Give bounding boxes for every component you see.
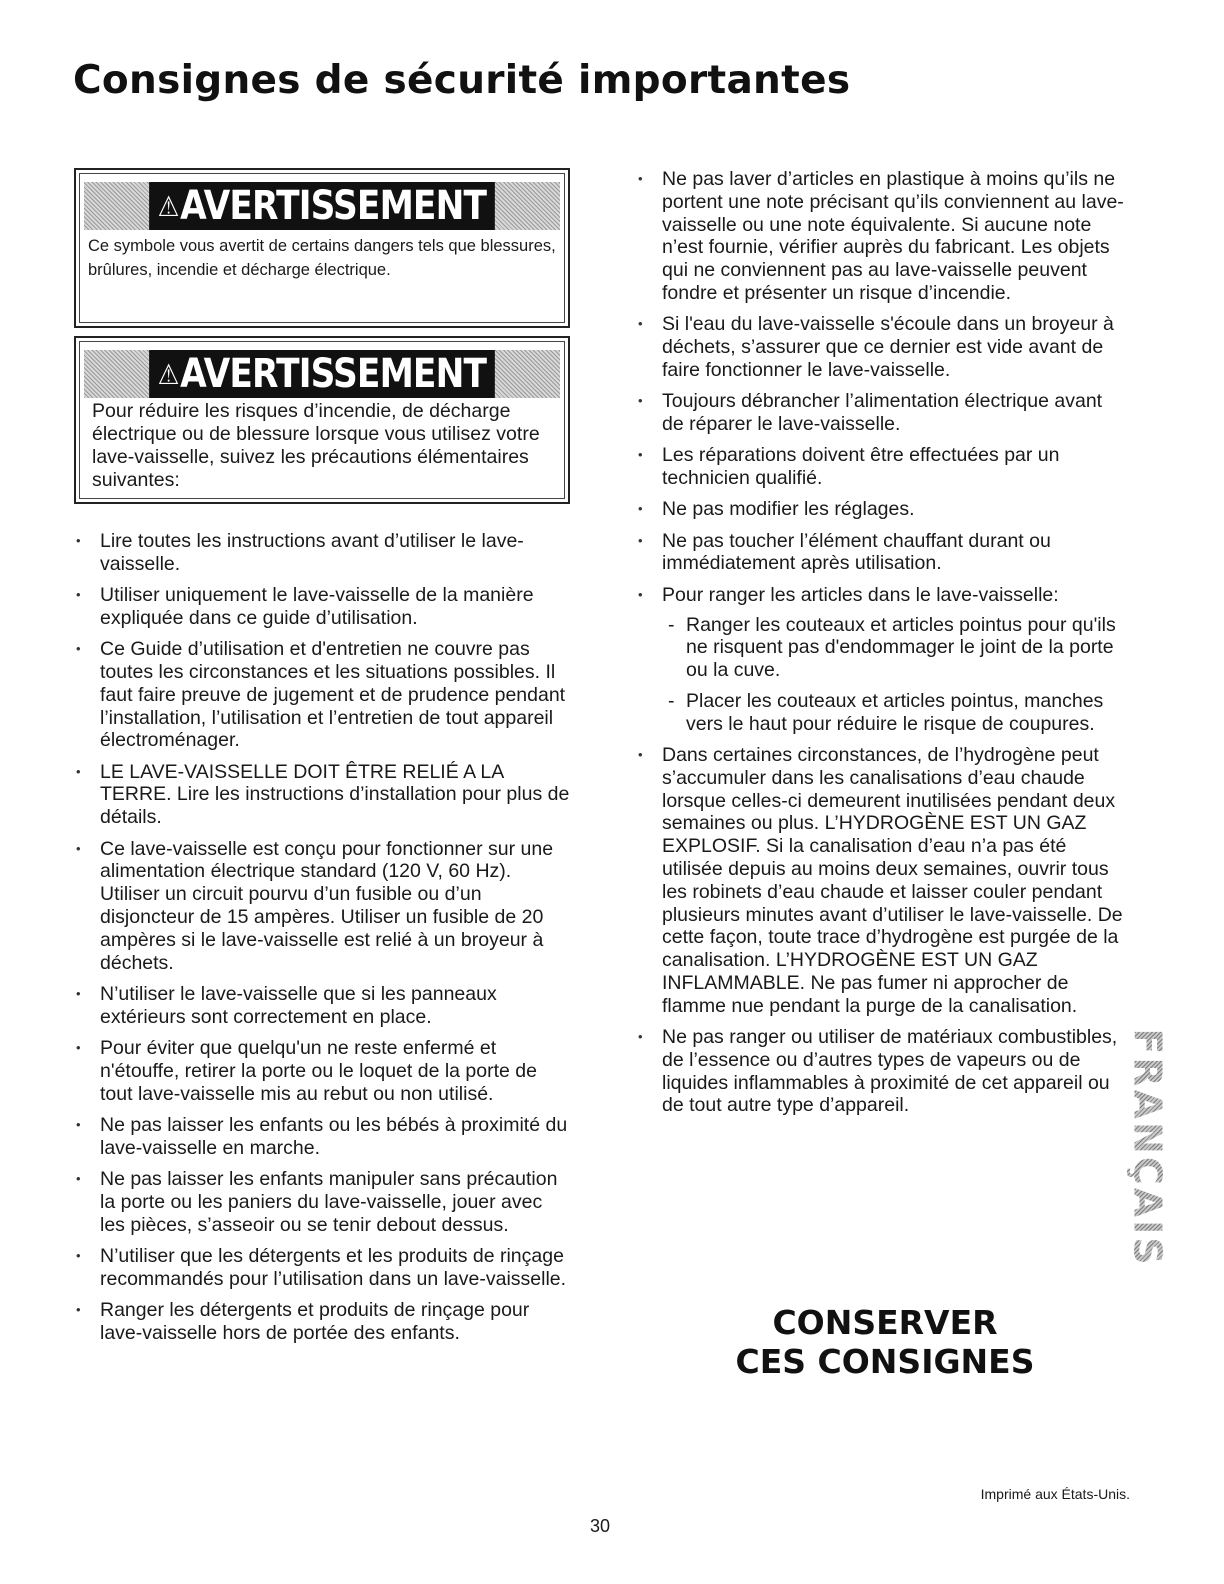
list-item-loading bbox=[636, 584, 1128, 736]
list-item: • Pour éviter que quelqu'un ne reste enfermé et n'étouffe, retirer la porte ou le loquet de la porte de tout lave-vaisselle mis au rebut ou non utilisé. bbox=[74, 1037, 570, 1105]
list-item: • Ne pas laisser les enfants manipuler sans précaution la porte ou les paniers du lave-vaisselle, jouer avec les pièces, s’asseoir ou se tenir debout dessus. bbox=[74, 1168, 570, 1236]
warning-heading: AVERTISSEMENT bbox=[180, 351, 487, 397]
warning-box-precautions bbox=[74, 336, 570, 504]
warning-text: Ce symbole vous avertit de certains dangers tels que blessures, brûlures, incendie et décharge électrique. bbox=[88, 237, 556, 279]
list-item: • LE LAVE-VAISSELLE DOIT ÊTRE RELIÉ A LA TERRE. Lire les instructions d’installation pour plus de détails. bbox=[74, 761, 570, 829]
language-tab-label: FRANÇAIS bbox=[1126, 1028, 1171, 1268]
list-item: • Si l'eau du lave-vaisselle s'écoule dans un broyeur à déchets, s’assurer que ce dernier est vide avant de faire fonctionner le lave-vaisselle. bbox=[636, 313, 1128, 381]
printed-in-note: Imprimé aux États-Unis. bbox=[980, 1486, 1130, 1502]
list-item: • Ce Guide d’utilisation et d'entretien ne couvre pas toutes les circonstances et les situations possibles. Il faut faire preuve de jugement et de prudence pendant l’installation, l’utilisation et l’entretien de tout appareil électroménager. bbox=[74, 638, 570, 752]
loading-sublist bbox=[668, 614, 1128, 736]
sub-list-item: - Ranger les couteaux et articles pointus pour qu'ils ne risquent pas d'endommager le joint de la porte ou la cuve. bbox=[668, 614, 1128, 682]
safety-list-right bbox=[636, 168, 1128, 1117]
list-item: • Ne pas ranger ou utiliser de matériaux combustibles, de l’essence ou d’autres types de vapeurs ou de liquides inflammables à proximité de cet appareil ou de tout autre type d’appareil. bbox=[636, 1026, 1128, 1117]
right-column bbox=[636, 168, 1128, 1126]
warning-banner bbox=[84, 182, 560, 230]
sub-list-item: - Placer les couteaux et articles pointus, manches vers le haut pour réduire le risque de coupures. bbox=[668, 690, 1128, 736]
keep-instructions-notice bbox=[720, 1303, 1050, 1381]
safety-list-left bbox=[74, 530, 570, 1345]
warning-triangle-icon: ⚠ bbox=[157, 189, 179, 223]
list-item: • Toujours débrancher l’alimentation électrique avant de réparer le lave-vaisselle. bbox=[636, 390, 1128, 436]
list-item: • Ne pas laver d’articles en plastique à moins qu’ils ne portent une note précisant qu’ils conviennent au lave-vaisselle ou une note équivalente. Si aucune note n’est fournie, vérifier auprès du fabricant. Les objets qui ne conviennent pas au lave-vaisselle peuvent fondre et présenter un risque d’incendie. bbox=[636, 168, 1128, 305]
list-item: • Les réparations doivent être effectuées par un technicien qualifié. bbox=[636, 444, 1128, 490]
list-item: • Ce lave-vaisselle est conçu pour fonctionner sur une alimentation électrique standard (120 V, 60 Hz). Utiliser un circuit pourvu d’un fusible ou d’un disjoncteur de 15 ampères. Utiliser un fusible de 20 ampères si le lave-vaisselle est relié à un broyeur à déchets. bbox=[74, 838, 570, 975]
list-item: • Ranger les détergents et produits de rinçage pour lave-vaisselle hors de portée des enfants. bbox=[74, 1299, 570, 1345]
warning-text: Pour réduire les risques d’incendie, de décharge électrique ou de blessure lorsque vous utilisez votre lave-vaisselle, suivez les précautions élémentaires suivantes: bbox=[92, 400, 540, 491]
list-item: • N’utiliser que les détergents et les produits de rinçage recommandés pour l’utilisation dans un lave-vaisselle. bbox=[74, 1245, 570, 1291]
page-title: Consignes de sécurité importantes bbox=[73, 58, 851, 103]
language-side-tab bbox=[1126, 1008, 1170, 1288]
list-item: • Ne pas laisser les enfants ou les bébés à proximité du lave-vaisselle en marche. bbox=[74, 1114, 570, 1160]
list-item: • Ne pas toucher l’élément chauffant durant ou immédiatement après utilisation. bbox=[636, 530, 1128, 576]
warning-heading: AVERTISSEMENT bbox=[180, 183, 487, 229]
page-number: 30 bbox=[589, 1516, 611, 1536]
list-item-text: Pour ranger les articles dans le lave-vaisselle: bbox=[662, 583, 1059, 606]
warning-box-symbol bbox=[74, 168, 570, 328]
list-item: • Ne pas modifier les réglages. bbox=[636, 498, 1128, 521]
keep-line-1: CONSERVER bbox=[772, 1303, 998, 1342]
left-column bbox=[74, 168, 570, 1353]
list-item: • Utiliser uniquement le lave-vaisselle de la manière expliquée dans ce guide d’utilisation. bbox=[74, 584, 570, 630]
warning-triangle-icon: ⚠ bbox=[157, 357, 179, 391]
list-item: • N’utiliser le lave-vaisselle que si les panneaux extérieurs sont correctement en place. bbox=[74, 983, 570, 1029]
list-item: • Dans certaines circonstances, de l’hydrogène peut s’accumuler dans les canalisations d’eau chaude lorsque celles-ci demeurent inutilisées pendant deux semaines ou plus. L’HYDROGÈNE EST UN GAZ EXPLOSIF. Si la canalisation d’eau n’a pas été utilisée depuis au moins deux semaines, ouvrir tous les robinets d’eau chaude et laisser couler pendant plusieurs minutes avant d’utiliser le lave-vaisselle. De cette façon, toute trace d’hydrogène est purgée de la canalisation. L’HYDROGÈNE EST UN GAZ INFLAMMABLE. Ne pas fumer ni approcher de flamme nue pendant la purge de la canalisation. bbox=[636, 744, 1128, 1018]
keep-line-2: CES CONSIGNES bbox=[735, 1342, 1035, 1381]
list-item: • Lire toutes les instructions avant d’utiliser le lave-vaisselle. bbox=[74, 530, 570, 576]
warning-banner bbox=[84, 350, 560, 398]
